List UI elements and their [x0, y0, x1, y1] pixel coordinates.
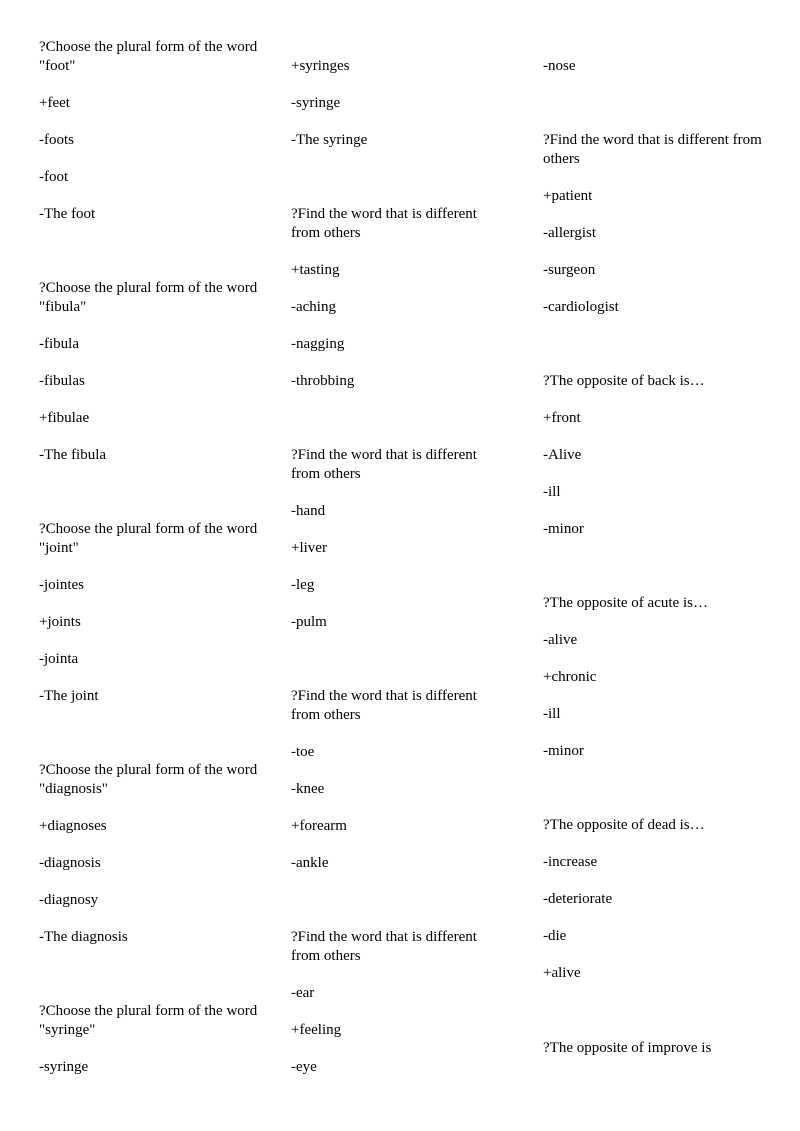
answer-option: -fibula: [39, 336, 79, 352]
question: ?Choose the plural form of the word "foot": [39, 39, 258, 74]
answer-option: -nose: [543, 58, 576, 74]
question: ?Find the word that is different from others: [291, 206, 477, 241]
answer-option: -leg: [291, 577, 315, 593]
answer-option: -hand: [291, 503, 326, 519]
answer-option: +chronic: [543, 669, 597, 685]
answer-option: +alive: [543, 965, 581, 981]
answer-option: -pulm: [291, 614, 327, 630]
question: ?Find the word that is different from others: [543, 132, 762, 167]
answer-option: +liver: [291, 540, 327, 556]
column-3: [543, 0, 763, 1131]
answer-option: -ill: [543, 706, 561, 722]
answer-option: -diagnosis: [39, 855, 101, 871]
answer-option: -aching: [291, 299, 336, 315]
question: ?Choose the plural form of the word "syringe": [39, 1003, 258, 1038]
answer-option: +patient: [543, 188, 593, 204]
answer-option: -ear: [291, 985, 315, 1001]
answer-option: +fibulae: [39, 410, 90, 426]
answer-option: +feet: [39, 95, 70, 111]
answer-option: -The joint: [39, 688, 99, 704]
answer-option: -foot: [39, 169, 69, 185]
column-2: [291, 0, 506, 1131]
answer-option: +tasting: [291, 262, 340, 278]
answer-option: -jointes: [39, 577, 84, 593]
answer-option: -increase: [543, 854, 598, 870]
answer-option: -knee: [291, 781, 325, 797]
answer-option: +diagnoses: [39, 818, 107, 834]
answer-option: -alive: [543, 632, 578, 648]
answer-option: -The diagnosis: [39, 929, 128, 945]
answer-option: -eye: [291, 1059, 317, 1075]
answer-option: -foots: [39, 132, 74, 148]
column-1: [39, 0, 259, 1131]
answer-option: -syringe: [291, 95, 341, 111]
answer-option: -fibulas: [39, 373, 85, 389]
question: ?The opposite of dead is…: [543, 817, 705, 833]
answer-option: +forearm: [291, 818, 347, 834]
answer-option: -surgeon: [543, 262, 596, 278]
question: ?Find the word that is different from others: [291, 447, 477, 482]
question: ?Choose the plural form of the word "fibula": [39, 280, 258, 315]
question: ?The opposite of back is…: [543, 373, 705, 389]
question: ?Find the word that is different from others: [291, 688, 477, 723]
answer-option: -ill: [543, 484, 561, 500]
question: ?The opposite of improve is: [543, 1040, 712, 1056]
answer-option: -The fibula: [39, 447, 107, 463]
answer-option: -Alive: [543, 447, 582, 463]
answer-option: -toe: [291, 744, 315, 760]
question: ?Choose the plural form of the word "joint": [39, 521, 258, 556]
answer-option: -The syringe: [291, 132, 368, 148]
answer-option: -The foot: [39, 206, 96, 222]
answer-option: -throbbing: [291, 373, 355, 389]
answer-option: -minor: [543, 521, 584, 537]
answer-option: -die: [543, 928, 567, 944]
answer-option: -diagnosy: [39, 892, 99, 908]
answer-option: -jointa: [39, 651, 79, 667]
answer-option: +feeling: [291, 1022, 342, 1038]
answer-option: -ankle: [291, 855, 329, 871]
question: ?Find the word that is different from others: [291, 929, 477, 964]
answer-option: +front: [543, 410, 581, 426]
answer-option: +syringes: [291, 58, 350, 74]
answer-option: -deteriorate: [543, 891, 613, 907]
answer-option: -nagging: [291, 336, 345, 352]
answer-option: +joints: [39, 614, 81, 630]
answer-option: -allergist: [543, 225, 597, 241]
answer-option: -cardiologist: [543, 299, 619, 315]
question: ?Choose the plural form of the word "diagnosis": [39, 762, 258, 797]
answer-option: -minor: [543, 743, 584, 759]
question: ?The opposite of acute is…: [543, 595, 708, 611]
answer-option: -syringe: [39, 1059, 89, 1075]
